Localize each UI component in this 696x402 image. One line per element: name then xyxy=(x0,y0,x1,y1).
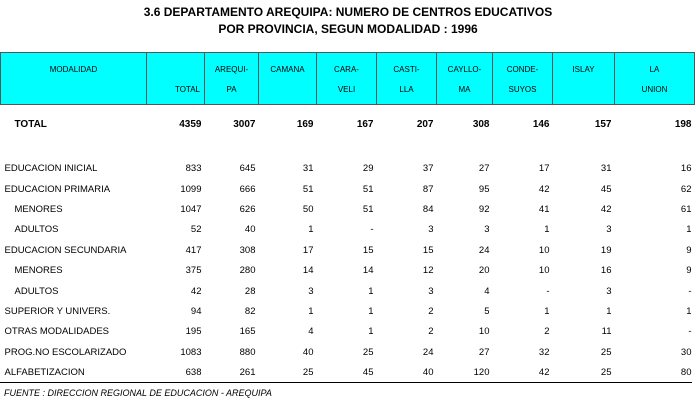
cell-value: 30 xyxy=(680,346,692,358)
header-col-line1: CARA- xyxy=(334,65,359,74)
cell-value: 45 xyxy=(362,367,374,379)
table-row xyxy=(1,240,695,260)
table-row xyxy=(1,159,695,179)
row-label: MENORES xyxy=(14,265,63,277)
header-col-line2: MA xyxy=(458,85,471,94)
total-value: 207 xyxy=(416,119,434,131)
cell-value: 4 xyxy=(308,326,314,338)
cell-value: 3 xyxy=(428,224,434,236)
cell-value: 1 xyxy=(686,224,692,236)
header-row xyxy=(1,53,695,105)
cell-value: 1099 xyxy=(180,183,202,195)
cell-value: 25 xyxy=(600,367,612,379)
cell-value: 195 xyxy=(185,326,202,338)
total-value: 4359 xyxy=(179,119,202,131)
cell-value: 10 xyxy=(538,244,550,256)
cell-value: 82 xyxy=(244,305,256,317)
row-label: ADULTOS xyxy=(14,285,59,297)
cell-value: 87 xyxy=(422,183,434,195)
row-label: EDUCACION PRIMARIA xyxy=(4,183,111,195)
cell-value: 10 xyxy=(478,326,490,338)
cell-value: 84 xyxy=(422,203,434,215)
cell-value: 27 xyxy=(478,163,490,175)
cell-value: 666 xyxy=(239,183,256,195)
total-value: 167 xyxy=(356,119,374,131)
cell-value: - xyxy=(688,285,692,297)
header-col-line1: CAMANA xyxy=(270,65,305,74)
total-value: 146 xyxy=(532,119,550,131)
cell-value: 42 xyxy=(538,183,550,195)
total-value: 157 xyxy=(594,119,612,131)
header-col-line2: VELI xyxy=(337,85,356,94)
cell-value: 1083 xyxy=(180,346,202,358)
cell-value: 51 xyxy=(302,183,314,195)
cell-value: 25 xyxy=(302,367,314,379)
cell-value: 10 xyxy=(538,265,550,277)
cell-value: 14 xyxy=(362,265,374,277)
header-col-condesuyos xyxy=(493,53,553,105)
cell-value: 2 xyxy=(428,305,434,317)
cell-value: 94 xyxy=(190,305,202,317)
row-label: EDUCACION INICIAL xyxy=(4,163,98,175)
cell-value: 40 xyxy=(422,367,434,379)
cell-value: 24 xyxy=(478,244,490,256)
cell-value: 42 xyxy=(190,285,202,297)
cell-value: 1 xyxy=(308,305,314,317)
cell-value: 32 xyxy=(538,346,550,358)
row-label: OTRAS MODALIDADES xyxy=(4,326,110,338)
row-label: ADULTOS xyxy=(14,224,59,236)
cell-value: 95 xyxy=(478,183,490,195)
header-col-camana xyxy=(259,53,317,105)
table-row xyxy=(1,179,695,199)
table-row xyxy=(1,199,695,219)
total-row xyxy=(1,105,695,145)
cell-value: 3 xyxy=(484,224,490,236)
cell-value: 52 xyxy=(190,224,202,236)
table-row xyxy=(1,322,695,342)
header-col-line2: LLA xyxy=(399,85,414,94)
header-modalidad xyxy=(1,53,147,105)
cell-value: 626 xyxy=(239,203,256,215)
total-value: 169 xyxy=(296,119,314,131)
header-col-line1: CONDE- xyxy=(506,65,539,74)
header-col-islay xyxy=(553,53,615,105)
cell-value: 3 xyxy=(606,285,612,297)
table-row xyxy=(1,281,695,301)
spacer-row xyxy=(1,145,695,159)
header-col-line1: AREQUI- xyxy=(214,65,249,74)
header-modalidad-label: MODALIDAD xyxy=(49,65,98,74)
cell-value: 42 xyxy=(538,367,550,379)
cell-value: 16 xyxy=(600,265,612,277)
cell-value: 1 xyxy=(368,326,374,338)
cell-value: 20 xyxy=(478,265,490,277)
row-label: SUPERIOR Y UNIVERS. xyxy=(4,305,111,317)
cell-value: 19 xyxy=(600,244,612,256)
total-row-label: TOTAL xyxy=(14,119,47,131)
cell-value: 61 xyxy=(680,203,692,215)
header-total-label: TOTAL xyxy=(174,85,200,94)
cell-value: 14 xyxy=(302,265,314,277)
spacer-cell xyxy=(1,145,695,159)
cell-value: 1047 xyxy=(180,203,202,215)
cell-value: 417 xyxy=(185,244,202,256)
cell-value: 25 xyxy=(600,346,612,358)
cell-value: 3 xyxy=(606,224,612,236)
cell-value: 1 xyxy=(544,224,550,236)
table-row xyxy=(1,220,695,240)
title-line-2: POR PROVINCIA, SEGUN MODALIDAD : 1996 xyxy=(218,22,478,36)
header-col-arequipa xyxy=(205,53,259,105)
cell-value: 1 xyxy=(606,305,612,317)
cell-value: 17 xyxy=(302,244,314,256)
cell-value: - xyxy=(546,285,550,297)
cell-value: 261 xyxy=(239,367,256,379)
header-col-line2: SUYOS xyxy=(508,85,537,94)
table-row xyxy=(1,260,695,280)
header-col-line1: CAYLLO- xyxy=(447,65,482,74)
cell-value: 15 xyxy=(422,244,434,256)
cell-value: 50 xyxy=(302,203,314,215)
cell-value: 27 xyxy=(478,346,490,358)
cell-value: 28 xyxy=(244,285,256,297)
data-rows xyxy=(1,159,695,383)
cell-value: 51 xyxy=(362,183,374,195)
cell-value: 2 xyxy=(544,326,550,338)
cell-value: 9 xyxy=(686,244,692,256)
cell-value: 165 xyxy=(239,326,256,338)
cell-value: 3 xyxy=(428,285,434,297)
cell-value: 1 xyxy=(686,305,692,317)
cell-value: 80 xyxy=(680,367,692,379)
cell-value: 1 xyxy=(544,305,550,317)
cell-value: 37 xyxy=(422,163,434,175)
cell-value: 40 xyxy=(244,224,256,236)
cell-value: 11 xyxy=(601,326,612,338)
cell-value: 280 xyxy=(239,265,256,277)
row-label: MENORES xyxy=(14,203,63,215)
row-label: ALFABETIZACION xyxy=(4,367,85,379)
cell-value: 2 xyxy=(428,326,434,338)
cell-value: 375 xyxy=(185,265,202,277)
cell-value: 45 xyxy=(600,183,612,195)
title-line-1: 3.6 DEPARTAMENTO AREQUIPA: NUMERO DE CENTROS EDUCATIVOS xyxy=(143,5,553,19)
header-col-castilla xyxy=(377,53,437,105)
cell-value: 308 xyxy=(239,244,256,256)
cell-value: 92 xyxy=(478,203,490,215)
total-value: 308 xyxy=(472,119,490,131)
row-label: EDUCACION SECUNDARIA xyxy=(4,244,127,256)
education-centers-table xyxy=(0,52,695,383)
cell-value: 1 xyxy=(308,224,314,236)
header-col-line1: ISLAY xyxy=(572,65,595,74)
footer-rule xyxy=(0,382,692,383)
cell-value: 9 xyxy=(686,265,692,277)
cell-value: 880 xyxy=(239,346,256,358)
header-col-line1: CASTI- xyxy=(393,65,420,74)
cell-value: 833 xyxy=(185,163,202,175)
cell-value: 15 xyxy=(362,244,374,256)
cell-value: 31 xyxy=(600,163,612,175)
total-value: 198 xyxy=(674,119,692,131)
cell-value: - xyxy=(688,326,692,338)
table-row xyxy=(1,301,695,321)
cell-value: 1 xyxy=(368,285,374,297)
cell-value: 29 xyxy=(362,163,374,175)
cell-value: - xyxy=(370,224,374,236)
header-total xyxy=(147,53,205,105)
cell-value: 42 xyxy=(600,203,612,215)
cell-value: 3 xyxy=(308,285,314,297)
cell-value: 51 xyxy=(362,203,374,215)
cell-value: 24 xyxy=(422,346,434,358)
cell-value: 31 xyxy=(302,163,314,175)
cell-value: 5 xyxy=(484,305,490,317)
cell-value: 638 xyxy=(185,367,202,379)
cell-value: 41 xyxy=(538,203,550,215)
cell-value: 40 xyxy=(302,346,314,358)
cell-value: 1 xyxy=(368,305,374,317)
cell-value: 16 xyxy=(680,163,692,175)
table-row xyxy=(1,362,695,382)
header-col-line2: UNION xyxy=(641,85,668,94)
header-col-line2: PA xyxy=(226,85,237,94)
cell-value: 4 xyxy=(484,285,490,297)
header-col-caraveli xyxy=(317,53,377,105)
cell-value: 17 xyxy=(538,163,550,175)
table-row xyxy=(1,342,695,362)
cell-value: 62 xyxy=(680,183,692,195)
cell-value: 120 xyxy=(473,367,490,379)
header-col-caylloma xyxy=(437,53,493,105)
total-value: 3007 xyxy=(233,119,256,131)
header-col-la-union xyxy=(615,53,695,105)
cell-value: 12 xyxy=(422,265,434,277)
cell-value: 645 xyxy=(239,163,256,175)
source-note: FUENTE : DIRECCION REGIONAL DE EDUCACION - AREQUIPA xyxy=(4,388,272,398)
header-col-line1: LA xyxy=(649,65,660,74)
cell-value: 25 xyxy=(362,346,374,358)
row-label: PROG.NO ESCOLARIZADO xyxy=(4,346,127,358)
